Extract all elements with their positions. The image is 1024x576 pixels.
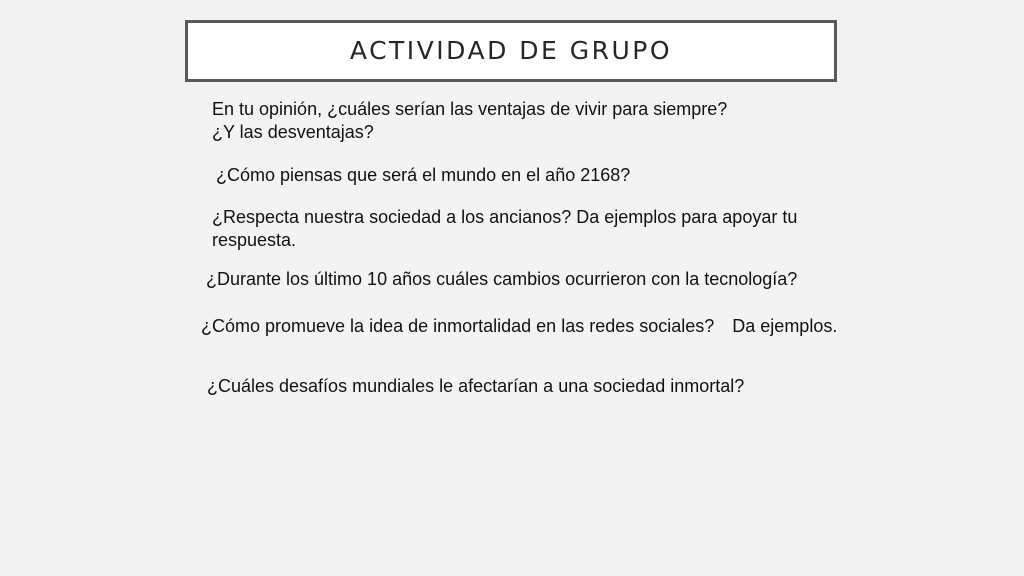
- question-line: respuesta.: [212, 230, 297, 250]
- question-line: En tu opinión, ¿cuáles serían las ventajas de vivir para siempre?: [212, 99, 728, 119]
- question-line: ¿Cómo promueve la idea de inmortalidad en las redes sociales?: [201, 316, 715, 336]
- slide-title: ACTIVIDAD DE GRUPO: [349, 35, 673, 65]
- question-line: ¿Cuáles desafíos mundiales le afectarían a una sociedad inmortal?: [207, 376, 745, 396]
- title-box: [185, 20, 837, 82]
- question-line: ¿Respecta nuestra sociedad a los ancianos? Da ejemplos para apoyar tu: [212, 207, 798, 227]
- question-mundo-2168: [216, 164, 630, 187]
- question-extra: Da ejemplos.: [732, 316, 838, 336]
- question-line: ¿Durante los último 10 años cuáles cambios ocurrieron con la tecnología?: [206, 269, 798, 289]
- question-tecnologia: [206, 268, 797, 291]
- question-line: ¿Y las desventajas?: [212, 122, 374, 142]
- question-desafios: [207, 375, 744, 398]
- question-line: ¿Cómo piensas que será el mundo en el año 2168?: [216, 165, 631, 185]
- question-ancianos: [212, 206, 797, 252]
- question-ventajas: [212, 98, 727, 144]
- question-redes-sociales: [201, 315, 837, 338]
